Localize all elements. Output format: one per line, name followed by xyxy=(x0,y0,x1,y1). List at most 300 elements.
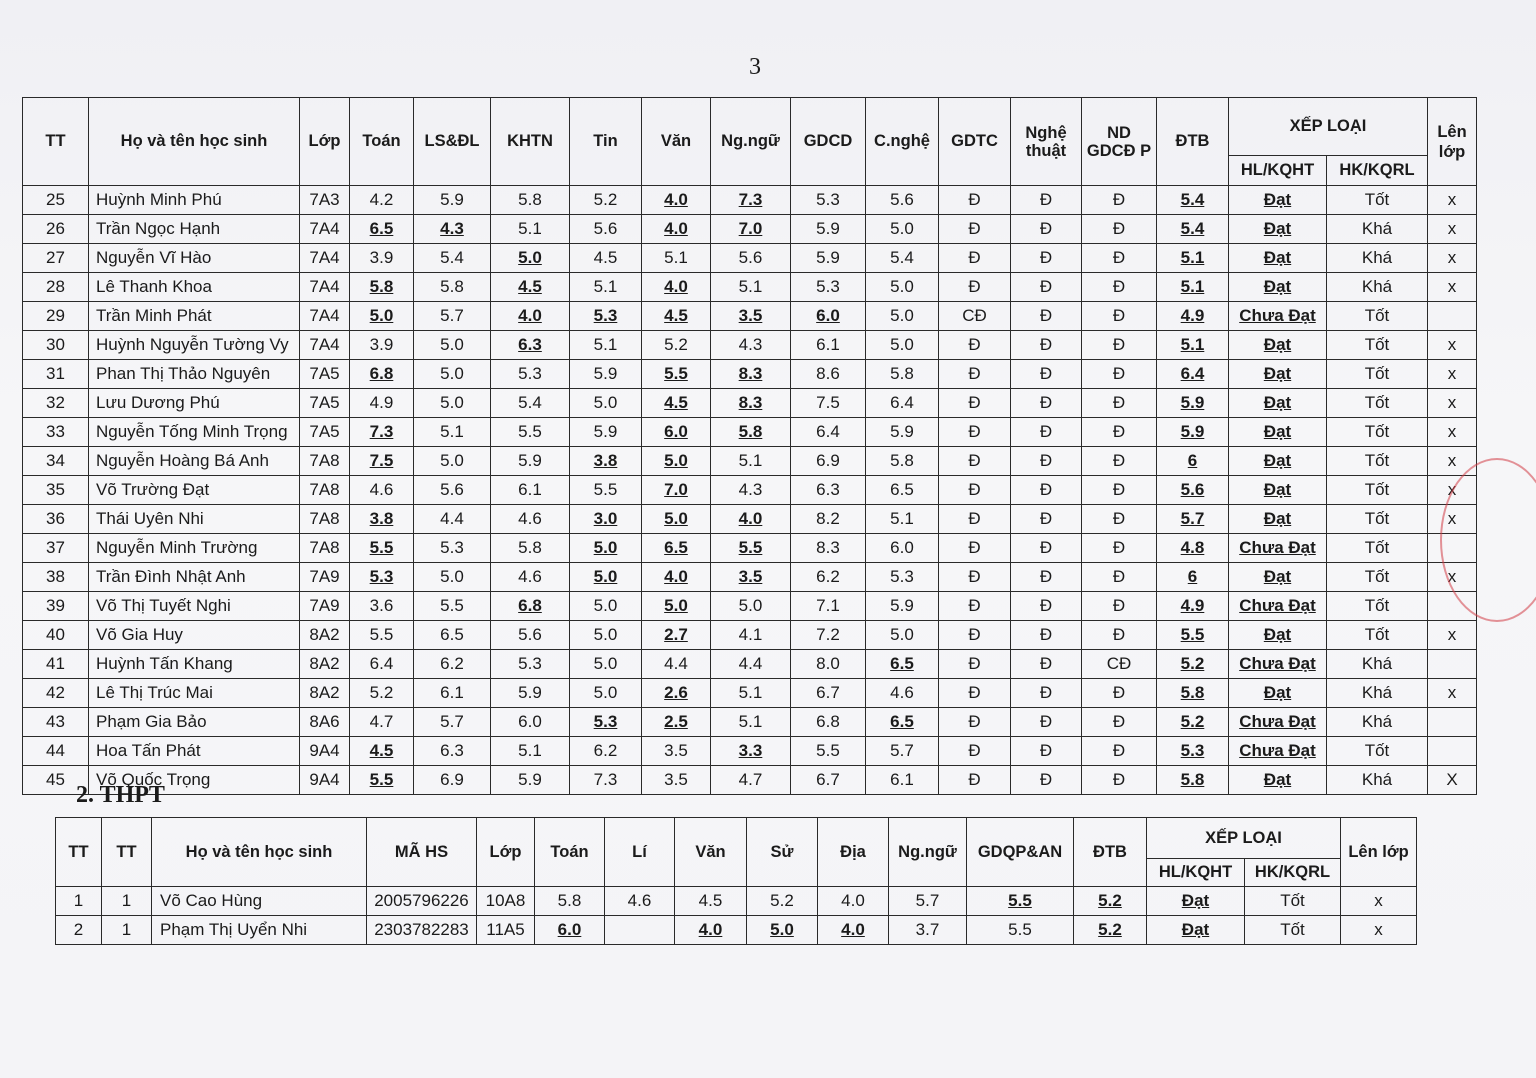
score-value: 4.5 xyxy=(518,277,542,296)
score-value: 6.8 xyxy=(369,364,394,383)
conduct-result: Tốt xyxy=(1327,389,1428,418)
subject-score: 6.1 xyxy=(791,331,866,360)
subject-score: 4.6 xyxy=(491,505,570,534)
subject-score: 5.6 xyxy=(491,621,570,650)
academic-result xyxy=(1229,273,1327,302)
conduct-result: Tốt xyxy=(1327,331,1428,360)
average-score xyxy=(1157,418,1229,447)
subject-score: 3.7 xyxy=(889,916,967,945)
student-name: Lê Thanh Khoa xyxy=(89,273,300,302)
score-value: 4.5 xyxy=(369,741,394,760)
subject-score: Đ xyxy=(939,418,1011,447)
score-value: 4.0 xyxy=(664,277,688,296)
student-class: 7A4 xyxy=(300,302,350,331)
subject-score: 5.9 xyxy=(791,215,866,244)
promotion-mark xyxy=(1428,708,1477,737)
student-name: Phan Thị Thảo Nguyên xyxy=(89,360,300,389)
subject-score: Đ xyxy=(1011,650,1082,679)
subject-score: 7.5 xyxy=(791,389,866,418)
subject-score: 4.2 xyxy=(350,186,414,215)
academic-result-value: Chưa Đạt xyxy=(1239,712,1316,731)
grades-table-thpt xyxy=(55,817,1417,945)
subject-score: 5.2 xyxy=(642,331,711,360)
conduct-result: Khá xyxy=(1327,708,1428,737)
subject-score: Đ xyxy=(1011,476,1082,505)
academic-result-value: Chưa Đạt xyxy=(1239,596,1316,615)
average-score xyxy=(1157,331,1229,360)
subject-score: 5.1 xyxy=(711,273,791,302)
header-len-lop: Lên lớp xyxy=(1428,98,1477,186)
subject-score xyxy=(711,737,791,766)
student-name: Thái Uyên Nhi xyxy=(89,505,300,534)
subject-score: 5.2 xyxy=(570,186,642,215)
header-subject: Văn xyxy=(642,98,711,186)
promotion-mark: x xyxy=(1341,887,1417,916)
subject-score: 5.1 xyxy=(711,679,791,708)
header-hk: HK/KQRL xyxy=(1245,859,1341,887)
header-class: Lớp xyxy=(477,818,535,887)
row-number: 38 xyxy=(23,563,89,592)
average-value: 5.8 xyxy=(1180,683,1205,702)
score-value: 3.5 xyxy=(738,567,763,586)
header-xep-loai: XẾP LOẠI xyxy=(1229,98,1428,156)
conduct-result: Tốt xyxy=(1327,418,1428,447)
subject-score: 5.8 xyxy=(535,887,605,916)
student-class: 11A5 xyxy=(477,916,535,945)
subject-score: 5.0 xyxy=(570,621,642,650)
subject-score xyxy=(642,215,711,244)
row-number: 42 xyxy=(23,679,89,708)
subject-score: Đ xyxy=(939,244,1011,273)
subject-score: 5.3 xyxy=(791,273,866,302)
subject-score: 5.9 xyxy=(491,447,570,476)
subject-score xyxy=(642,389,711,418)
subject-score xyxy=(791,302,866,331)
subject-score: 4.7 xyxy=(711,766,791,795)
subject-score xyxy=(967,887,1074,916)
table-row xyxy=(23,244,1477,273)
subject-score: 6.8 xyxy=(791,708,866,737)
subject-score xyxy=(642,534,711,563)
subject-score: Đ xyxy=(939,621,1011,650)
subject-score: Đ xyxy=(1082,708,1157,737)
subject-score: 5.0 xyxy=(866,273,939,302)
subject-score xyxy=(711,505,791,534)
header-xep-loai: XẾP LOẠI xyxy=(1147,818,1341,859)
subject-score: Đ xyxy=(1082,476,1157,505)
student-id: 2303782283 xyxy=(367,916,477,945)
subject-score xyxy=(642,505,711,534)
row-number: 34 xyxy=(23,447,89,476)
subject-score: Đ xyxy=(939,389,1011,418)
score-value: 6.8 xyxy=(518,596,542,615)
score-value: 4.5 xyxy=(664,393,688,412)
score-value: 5.0 xyxy=(664,451,688,470)
subject-score: Đ xyxy=(1082,447,1157,476)
academic-result xyxy=(1147,887,1245,916)
subject-score: Đ xyxy=(939,447,1011,476)
subject-score xyxy=(711,418,791,447)
academic-result xyxy=(1147,916,1245,945)
header-name: Họ và tên học sinh xyxy=(152,818,367,887)
header-subject: C.nghệ xyxy=(866,98,939,186)
student-name: Trần Ngọc Hạnh xyxy=(89,215,300,244)
promotion-mark: x xyxy=(1428,186,1477,215)
header-dtb: ĐTB xyxy=(1074,818,1147,887)
subject-score: Đ xyxy=(1011,708,1082,737)
score-value: 6.0 xyxy=(557,920,582,939)
promotion-mark xyxy=(1428,302,1477,331)
subject-score xyxy=(570,447,642,476)
subject-score xyxy=(642,360,711,389)
score-value: 6.0 xyxy=(816,306,840,325)
subject-score: 6.1 xyxy=(414,679,491,708)
conduct-result: Tốt xyxy=(1327,621,1428,650)
average-value: 5.9 xyxy=(1180,393,1205,412)
academic-result-value: Đạt xyxy=(1263,335,1292,354)
academic-result-value: Đạt xyxy=(1181,891,1210,910)
student-name: Nguyễn Tống Minh Trọng xyxy=(89,418,300,447)
score-value: 3.8 xyxy=(593,451,618,470)
subject-score: Đ xyxy=(939,534,1011,563)
subject-score: 5.4 xyxy=(491,389,570,418)
subject-score: Đ xyxy=(1011,621,1082,650)
subject-score: 5.5 xyxy=(491,418,570,447)
table-row xyxy=(23,186,1477,215)
conduct-result: Khá xyxy=(1327,679,1428,708)
score-value: 6.5 xyxy=(369,219,394,238)
table-row xyxy=(56,916,1417,945)
subject-score: 5.7 xyxy=(889,887,967,916)
average-value: 6 xyxy=(1187,451,1198,470)
subject-score xyxy=(350,737,414,766)
subject-score: 5.0 xyxy=(866,621,939,650)
subject-score: 5.1 xyxy=(570,331,642,360)
subject-score: 6.4 xyxy=(791,418,866,447)
score-value: 5.3 xyxy=(593,712,618,731)
subject-score: Đ xyxy=(1082,737,1157,766)
subject-score xyxy=(350,215,414,244)
subject-score: Đ xyxy=(939,679,1011,708)
average-value: 5.2 xyxy=(1180,654,1205,673)
average-score xyxy=(1157,476,1229,505)
academic-result xyxy=(1229,708,1327,737)
subject-score: Đ xyxy=(1011,215,1082,244)
subject-score xyxy=(350,360,414,389)
conduct-result: Tốt xyxy=(1327,447,1428,476)
average-value: 5.2 xyxy=(1098,891,1122,910)
header-class: Lớp xyxy=(300,98,350,186)
average-score xyxy=(1157,215,1229,244)
subject-score: 6.7 xyxy=(791,766,866,795)
subject-score: Đ xyxy=(1011,447,1082,476)
subject-score: 5.1 xyxy=(711,447,791,476)
average-score xyxy=(1074,887,1147,916)
average-value: 5.1 xyxy=(1180,248,1205,267)
average-score xyxy=(1157,650,1229,679)
subject-score: 8.3 xyxy=(791,534,866,563)
academic-result-value: Chưa Đạt xyxy=(1239,654,1316,673)
promotion-mark: x xyxy=(1428,621,1477,650)
row-number: 1 xyxy=(102,887,152,916)
promotion-mark: x xyxy=(1428,389,1477,418)
average-score xyxy=(1157,360,1229,389)
table-row xyxy=(23,737,1477,766)
academic-result xyxy=(1229,476,1327,505)
promotion-mark: x xyxy=(1428,476,1477,505)
subject-score: 6.3 xyxy=(414,737,491,766)
score-value: 5.3 xyxy=(593,306,618,325)
average-value: 5.4 xyxy=(1180,190,1205,209)
average-score xyxy=(1157,592,1229,621)
average-score xyxy=(1157,621,1229,650)
header-subject: ND GDCĐ P xyxy=(1082,98,1157,186)
subject-score xyxy=(350,766,414,795)
student-class: 9A4 xyxy=(300,766,350,795)
subject-score: 5.3 xyxy=(414,534,491,563)
subject-score: 5.6 xyxy=(711,244,791,273)
score-value: 4.0 xyxy=(698,920,723,939)
grades-table-thcs xyxy=(22,97,1477,795)
subject-score: 5.6 xyxy=(866,186,939,215)
student-name: Võ Trường Đạt xyxy=(89,476,300,505)
subject-score xyxy=(642,476,711,505)
subject-score: Đ xyxy=(939,273,1011,302)
score-value: 5.5 xyxy=(1008,891,1032,910)
average-score xyxy=(1157,273,1229,302)
subject-score xyxy=(642,563,711,592)
header-subject: Toán xyxy=(350,98,414,186)
row-number: 31 xyxy=(23,360,89,389)
table-row xyxy=(23,534,1477,563)
average-value: 5.2 xyxy=(1098,920,1122,939)
conduct-result: Tốt xyxy=(1327,534,1428,563)
academic-result-value: Đạt xyxy=(1263,625,1292,644)
promotion-mark xyxy=(1428,650,1477,679)
score-value: 6.5 xyxy=(664,538,688,557)
header-subject: Tin xyxy=(570,98,642,186)
promotion-mark: x xyxy=(1428,360,1477,389)
score-value: 4.0 xyxy=(664,567,688,586)
score-value: 3.0 xyxy=(593,509,618,528)
average-score xyxy=(1157,389,1229,418)
student-class: 8A2 xyxy=(300,621,350,650)
average-score xyxy=(1157,186,1229,215)
subject-score: 5.7 xyxy=(414,708,491,737)
subject-score: 4.4 xyxy=(642,650,711,679)
average-value: 5.1 xyxy=(1180,335,1205,354)
subject-score: 4.7 xyxy=(350,708,414,737)
subject-score xyxy=(491,244,570,273)
promotion-mark: x xyxy=(1428,273,1477,302)
table-row xyxy=(23,331,1477,360)
score-value: 4.0 xyxy=(518,306,542,325)
subject-score: 5.1 xyxy=(711,708,791,737)
score-value: 6.0 xyxy=(664,422,688,441)
subject-score: 6.5 xyxy=(414,621,491,650)
subject-score xyxy=(642,418,711,447)
score-value: 5.0 xyxy=(518,248,542,267)
subject-score: Đ xyxy=(1082,766,1157,795)
subject-score: 5.1 xyxy=(491,215,570,244)
academic-result-value: Đạt xyxy=(1263,219,1292,238)
subject-score: Đ xyxy=(1082,679,1157,708)
subject-score: Đ xyxy=(1082,360,1157,389)
header-len-lop: Lên lớp xyxy=(1341,818,1417,887)
subject-score xyxy=(350,302,414,331)
subject-score: 6.4 xyxy=(866,389,939,418)
subject-score: Đ xyxy=(1011,737,1082,766)
academic-result-value: Đạt xyxy=(1263,422,1292,441)
conduct-result: Khá xyxy=(1327,215,1428,244)
subject-score: Đ xyxy=(939,476,1011,505)
student-class: 8A6 xyxy=(300,708,350,737)
subject-score xyxy=(866,708,939,737)
academic-result-value: Đạt xyxy=(1263,683,1292,702)
header-subject: Lí xyxy=(605,818,675,887)
subject-score xyxy=(675,916,747,945)
subject-score xyxy=(350,418,414,447)
promotion-mark: x xyxy=(1428,215,1477,244)
average-value: 5.1 xyxy=(1180,277,1205,296)
subject-score: 5.1 xyxy=(866,505,939,534)
subject-score: Đ xyxy=(1011,505,1082,534)
header-dtb: ĐTB xyxy=(1157,98,1229,186)
section-title-thpt: 2. THPT xyxy=(76,782,165,808)
subject-score: 3.9 xyxy=(350,331,414,360)
score-value: 5.0 xyxy=(593,567,618,586)
subject-score: 4.1 xyxy=(711,621,791,650)
subject-score: Đ xyxy=(1011,679,1082,708)
subject-score: 5.9 xyxy=(414,186,491,215)
score-value: 5.0 xyxy=(770,920,794,939)
subject-score: 5.5 xyxy=(414,592,491,621)
student-name: Võ Gia Huy xyxy=(89,621,300,650)
score-value: 7.3 xyxy=(369,422,394,441)
academic-result xyxy=(1229,650,1327,679)
subject-score: 5.0 xyxy=(570,592,642,621)
score-value: 6.5 xyxy=(890,712,914,731)
subject-score: Đ xyxy=(1082,244,1157,273)
academic-result xyxy=(1229,534,1327,563)
subject-score xyxy=(350,563,414,592)
score-value: 5.0 xyxy=(664,596,688,615)
academic-result xyxy=(1229,563,1327,592)
subject-score: 5.8 xyxy=(414,273,491,302)
subject-score: Đ xyxy=(1082,418,1157,447)
average-score xyxy=(1157,302,1229,331)
subject-score: Đ xyxy=(1011,186,1082,215)
subject-score: 5.0 xyxy=(570,650,642,679)
subject-score: 6.5 xyxy=(866,476,939,505)
subject-score: 6.4 xyxy=(350,650,414,679)
conduct-result: Tốt xyxy=(1327,592,1428,621)
subject-score: 5.5 xyxy=(350,621,414,650)
subject-score: 5.9 xyxy=(791,244,866,273)
average-score xyxy=(1157,737,1229,766)
subject-score: Đ xyxy=(1082,505,1157,534)
subject-score: Đ xyxy=(1082,592,1157,621)
academic-result-value: Đạt xyxy=(1263,770,1292,789)
header-subject: Sử xyxy=(747,818,818,887)
subject-score: 6.9 xyxy=(414,766,491,795)
promotion-mark: x xyxy=(1428,244,1477,273)
subject-score: 5.8 xyxy=(866,447,939,476)
subject-score: 4.3 xyxy=(711,331,791,360)
score-value: 3.8 xyxy=(369,509,394,528)
subject-score: 7.2 xyxy=(791,621,866,650)
score-value: 5.5 xyxy=(664,364,688,383)
average-score xyxy=(1157,563,1229,592)
subject-score xyxy=(818,916,889,945)
subject-score xyxy=(642,621,711,650)
subject-score: 5.5 xyxy=(791,737,866,766)
subject-score: 4.6 xyxy=(350,476,414,505)
student-class: 7A4 xyxy=(300,244,350,273)
student-name: Lưu Dương Phú xyxy=(89,389,300,418)
subject-score: 8.0 xyxy=(791,650,866,679)
conduct-result: Tốt xyxy=(1327,737,1428,766)
subject-score: Đ xyxy=(939,360,1011,389)
subject-score: 4.6 xyxy=(491,563,570,592)
row-number: 2 xyxy=(56,916,102,945)
table-row xyxy=(23,650,1477,679)
average-value: 4.9 xyxy=(1180,306,1205,325)
promotion-mark: X xyxy=(1428,766,1477,795)
student-class: 7A5 xyxy=(300,418,350,447)
average-score xyxy=(1157,766,1229,795)
subject-score: 5.2 xyxy=(350,679,414,708)
subject-score: 4.6 xyxy=(605,887,675,916)
promotion-mark: x xyxy=(1428,331,1477,360)
subject-score: 5.0 xyxy=(570,389,642,418)
conduct-result: Khá xyxy=(1327,244,1428,273)
conduct-result: Khá xyxy=(1327,650,1428,679)
academic-result xyxy=(1229,737,1327,766)
average-value: 5.2 xyxy=(1180,712,1205,731)
subject-score: 8.2 xyxy=(791,505,866,534)
row-number: 25 xyxy=(23,186,89,215)
subject-score: 4.5 xyxy=(570,244,642,273)
subject-score: Đ xyxy=(1082,534,1157,563)
score-value: 4.3 xyxy=(440,219,464,238)
subject-score xyxy=(642,447,711,476)
student-name: Phạm Thị Uyển Nhi xyxy=(152,916,367,945)
table-row xyxy=(23,708,1477,737)
student-name: Võ Cao Hùng xyxy=(152,887,367,916)
subject-score xyxy=(491,592,570,621)
subject-score: Đ xyxy=(1011,331,1082,360)
academic-result xyxy=(1229,766,1327,795)
subject-score xyxy=(642,592,711,621)
subject-score: 5.9 xyxy=(491,766,570,795)
subject-score: 5.5 xyxy=(570,476,642,505)
subject-score: 5.0 xyxy=(414,389,491,418)
row-number: 43 xyxy=(23,708,89,737)
subject-score: Đ xyxy=(1082,331,1157,360)
subject-score: 8.6 xyxy=(791,360,866,389)
conduct-result: Khá xyxy=(1327,766,1428,795)
score-value: 6.5 xyxy=(890,654,914,673)
student-name: Huỳnh Nguyễn Tường Vy xyxy=(89,331,300,360)
subject-score: 5.8 xyxy=(866,360,939,389)
header-student-id: MÃ HS xyxy=(367,818,477,887)
average-score xyxy=(1074,916,1147,945)
student-name: Nguyễn Minh Trường xyxy=(89,534,300,563)
subject-score: 4.4 xyxy=(414,505,491,534)
row-number: 1 xyxy=(102,916,152,945)
score-value: 5.5 xyxy=(369,538,394,557)
